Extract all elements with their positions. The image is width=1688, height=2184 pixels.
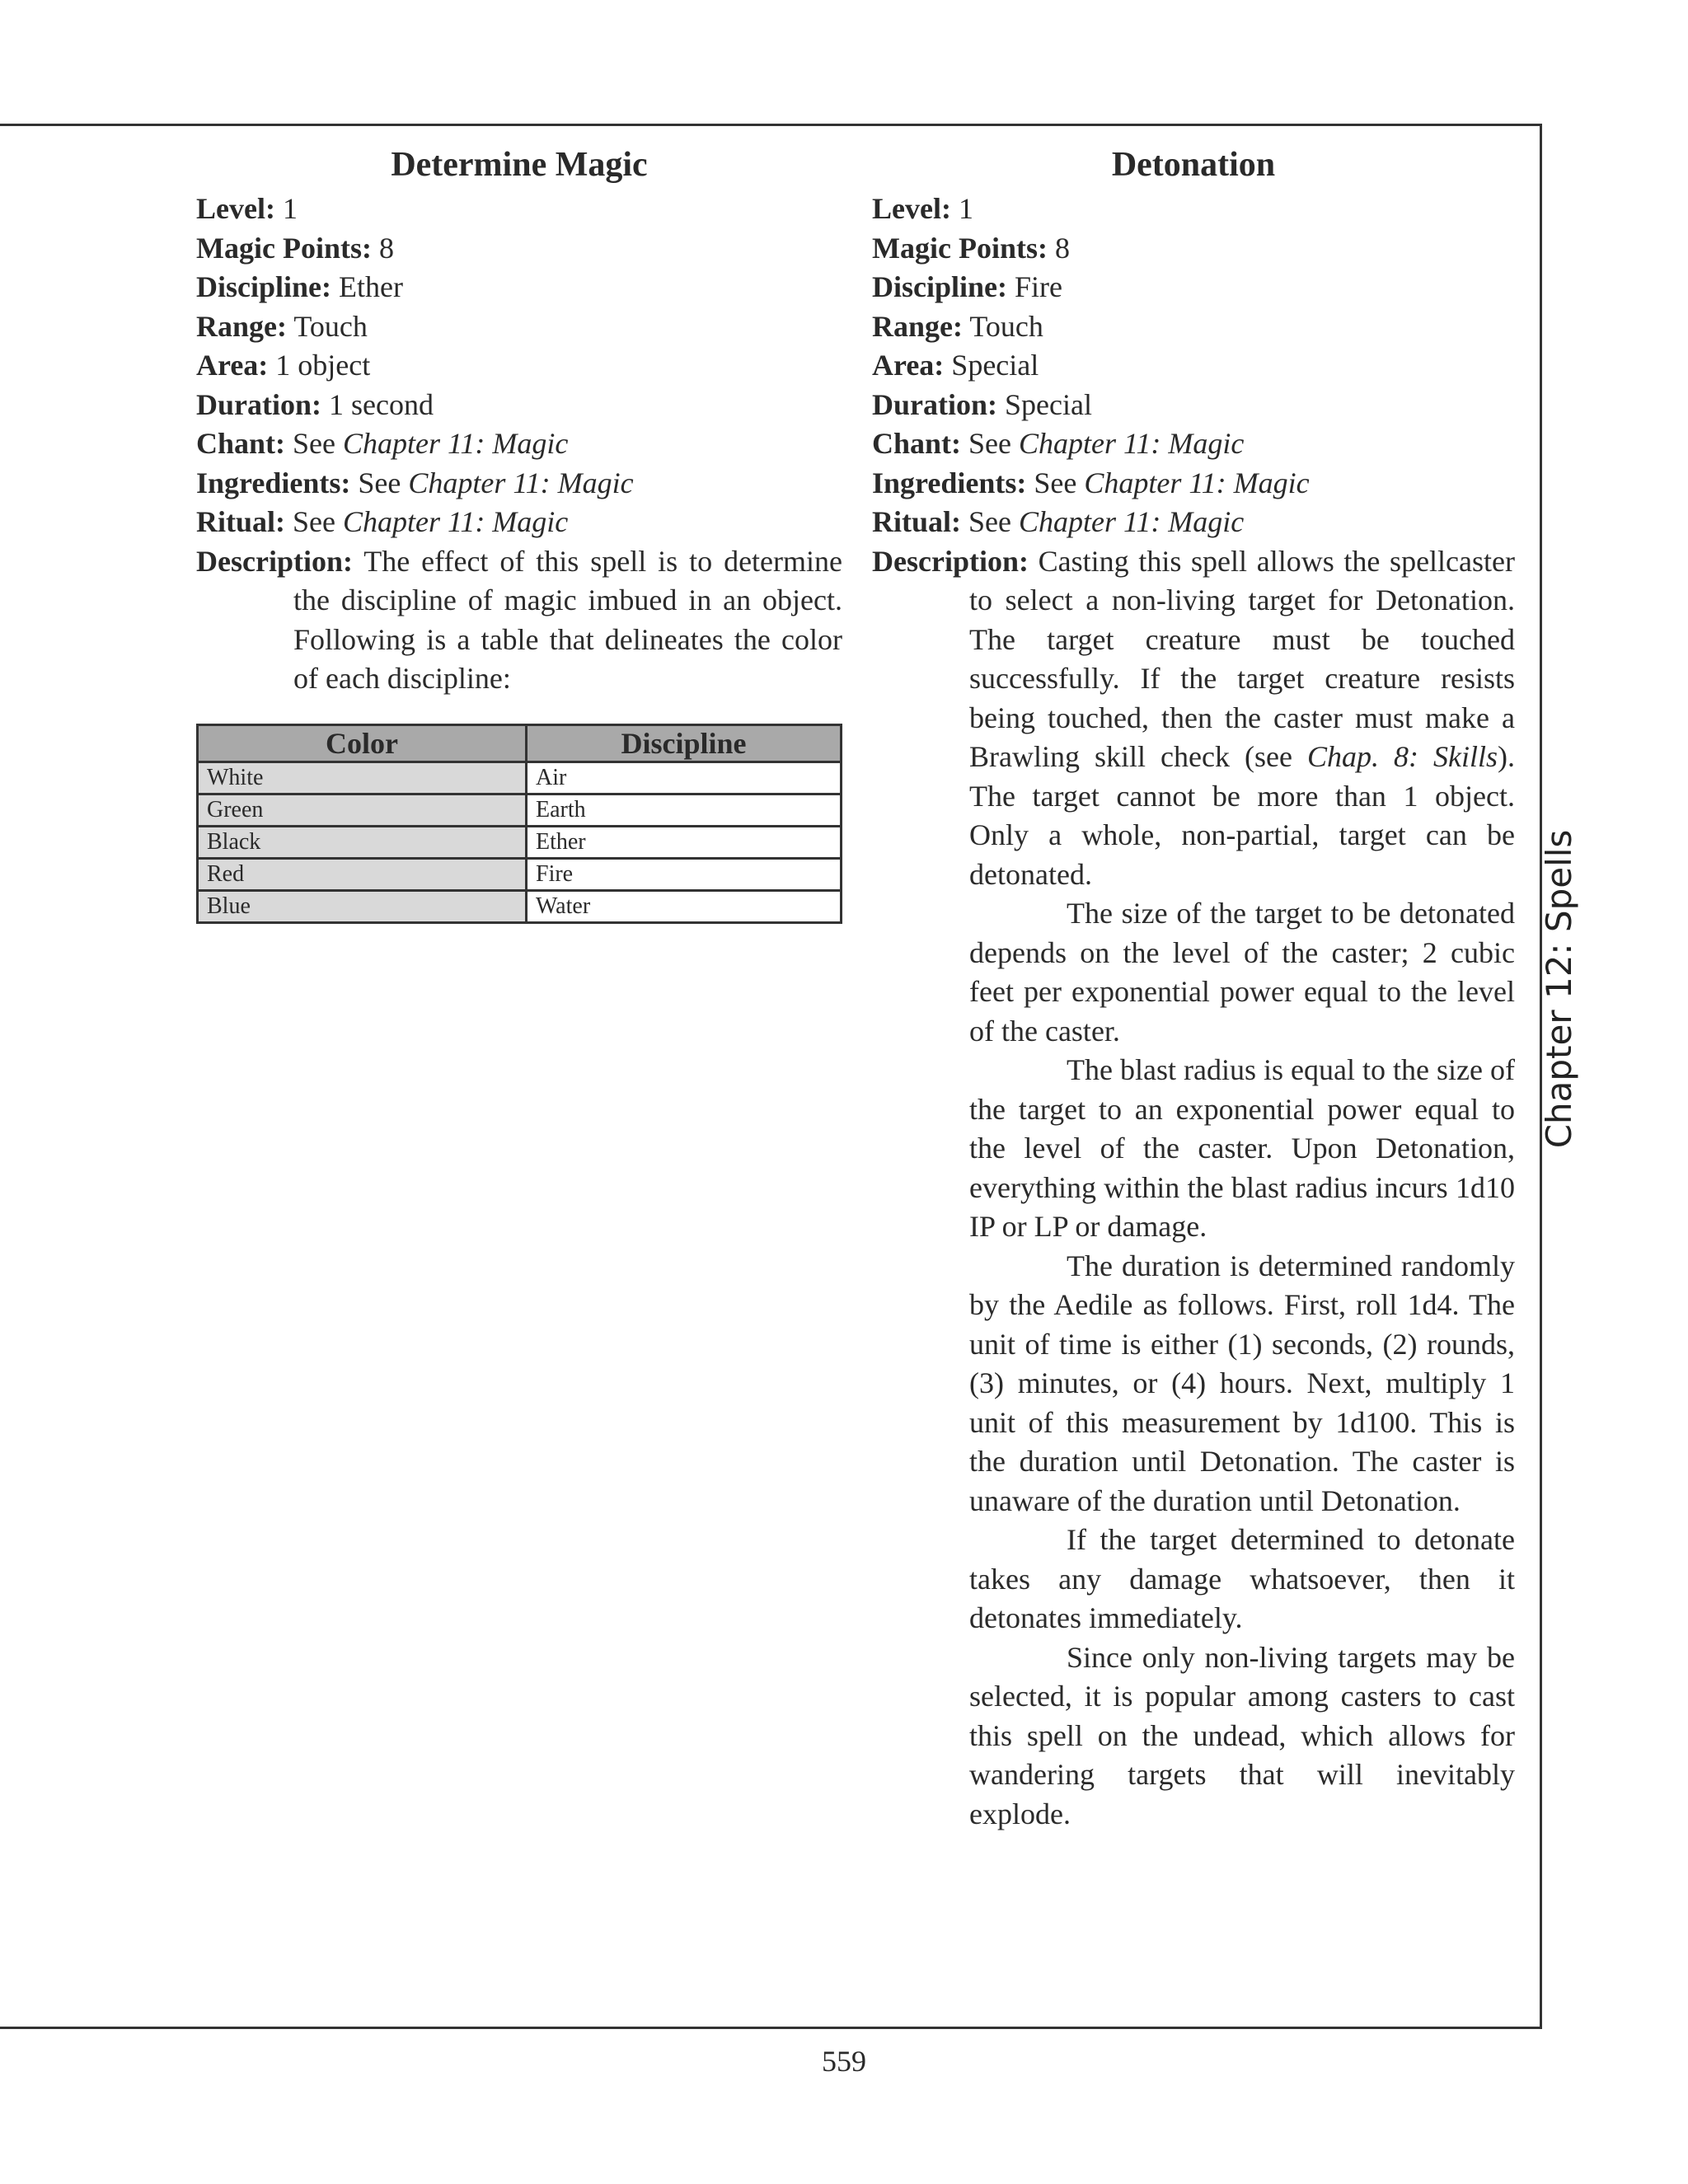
column-header-discipline: Discipline <box>527 724 842 762</box>
spell-detonation <box>872 142 1515 1834</box>
stat-range: Range: Touch <box>872 309 1043 343</box>
stat-ritual: Ritual: See Chapter 11: Magic <box>872 505 1245 538</box>
stat-ingredients: Ingredients: See Chapter 11: Magic <box>196 466 634 499</box>
table-row <box>198 826 842 858</box>
table-row <box>198 794 842 826</box>
stat-ritual: Ritual: See Chapter 11: Magic <box>196 505 569 538</box>
stat-area: Area: Special <box>872 349 1039 382</box>
stat-magic-points: Magic Points: 8 <box>196 231 394 265</box>
stat-range: Range: Touch <box>196 309 368 343</box>
description-paragraph: Description: Casting this spell allows the spellcaster to select a non-living target for Detonation. The target creature must be touched successfully. If the target creature resists being touched, then the caster must make a Brawling skill check (see Chap. 8: Skills). The target cannot be more than 1 object. Only a whole, non-partial, target can be detonated. <box>872 544 1516 891</box>
spell-determine-magic <box>196 142 842 924</box>
page-number: 559 <box>822 2045 866 2078</box>
table-row <box>198 858 842 890</box>
stat-discipline: Discipline: Fire <box>872 270 1063 303</box>
spell-title: Determine Magic <box>391 146 648 184</box>
stat-chant: Chant: See Chapter 11: Magic <box>872 427 1245 460</box>
stat-duration: Duration: 1 second <box>196 387 434 421</box>
chapter-side-label: Chapter 12: Spells <box>1539 829 1579 1149</box>
spell-title: Detonation <box>1111 146 1276 184</box>
cell-color: Blue <box>198 890 527 922</box>
stat-level: Level: 1 <box>872 192 973 225</box>
stat-ingredients: Ingredients: See Chapter 11: Magic <box>872 466 1310 499</box>
cell-discipline: Water <box>527 890 842 922</box>
table-header-row <box>198 724 842 762</box>
table-row <box>198 762 842 794</box>
spell-description <box>872 542 1515 1835</box>
stat-chant: Chant: See Chapter 11: Magic <box>196 427 569 460</box>
cell-color: Black <box>198 826 527 858</box>
stat-level: Level: 1 <box>196 192 298 225</box>
spell-description: Description: The effect of this spell is to determine the discipline of magic imbued in an object. Following is a table that delineates the color of each discipline: <box>196 544 842 695</box>
stat-area: Area: 1 object <box>196 349 371 382</box>
cell-discipline: Earth <box>527 794 842 826</box>
column-header-color: Color <box>198 724 527 762</box>
table-row <box>198 890 842 922</box>
cell-color: Red <box>198 858 527 890</box>
cell-discipline: Fire <box>527 858 842 890</box>
description-paragraph: If the target determined to detonate takes any damage whatsoever, then it detonates immediately. <box>969 1523 1515 1634</box>
discipline-color-table <box>196 724 842 924</box>
cell-discipline: Ether <box>527 826 842 858</box>
cell-color: White <box>198 762 527 794</box>
stat-discipline: Discipline: Ether <box>196 270 403 303</box>
description-paragraph: The size of the target to be detonated depends on the level of the caster; 2 cubic feet per exponential power equal to the level of the caster. <box>969 897 1515 1047</box>
description-paragraph: Since only non-living targets may be selected, it is popular among casters to cast this spell on the undead, which allows for wandering targets that will inevitably explode. <box>969 1640 1515 1830</box>
cell-discipline: Air <box>527 762 842 794</box>
stat-magic-points: Magic Points: 8 <box>872 231 1070 265</box>
description-paragraph: The blast radius is equal to the size of the target to an exponential power equal to the level of the caster. Upon Detonation, everything within the blast radius incurs 1d10 IP or LP or damage. <box>969 1053 1515 1243</box>
cell-color: Green <box>198 794 527 826</box>
description-paragraph: The duration is determined randomly by the Aedile as follows. First, roll 1d4. The unit of time is either (1) seconds, (2) rounds, (3) minutes, or (4) hours. Next, multiply 1 unit of this measurement by 1d100. This is the duration until Detonation. The caster is unaware of the duration until Detonation. <box>969 1249 1515 1517</box>
stat-duration: Duration: Special <box>872 387 1092 421</box>
